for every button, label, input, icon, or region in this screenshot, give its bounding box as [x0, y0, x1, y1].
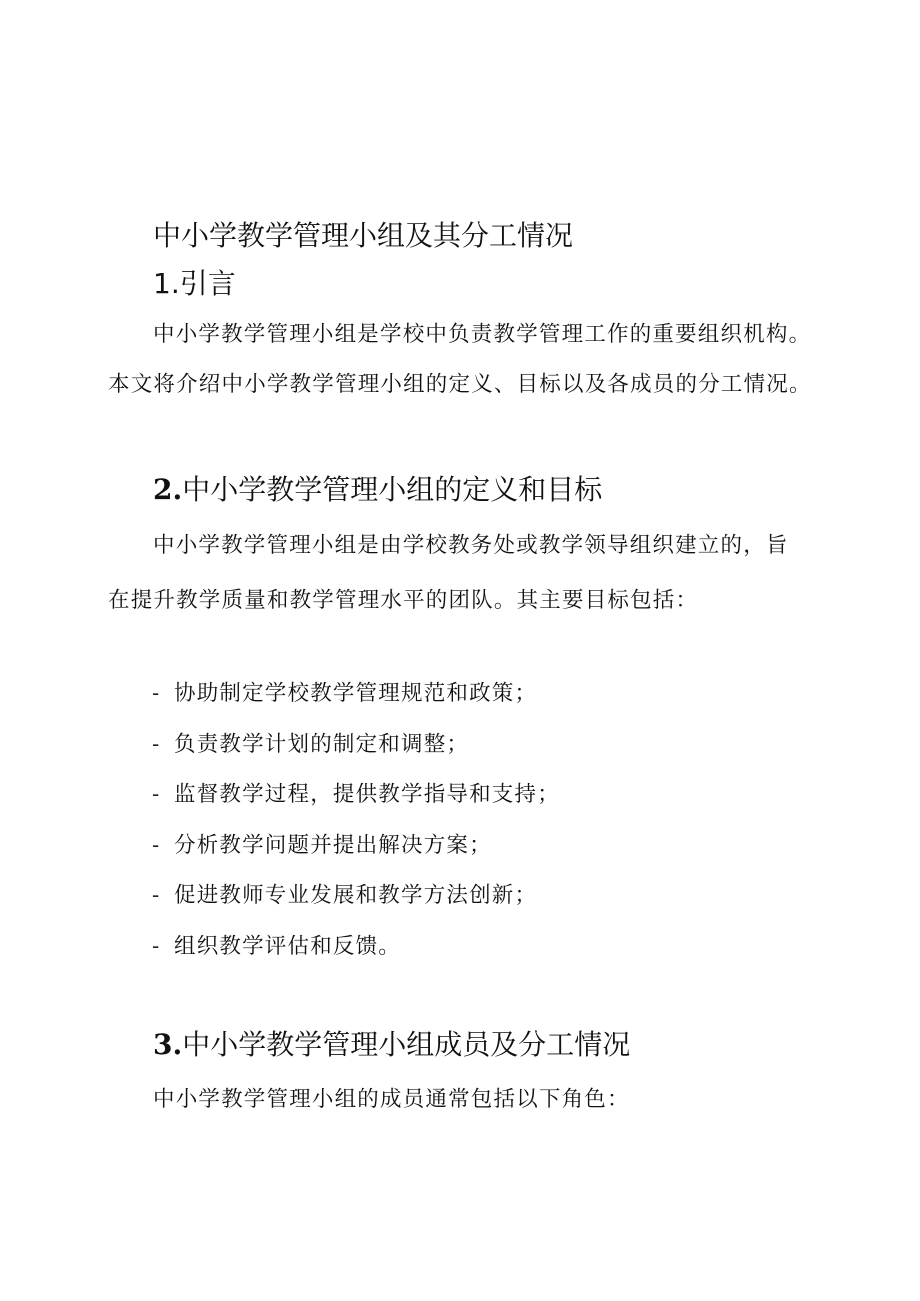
- section-1-paragraph-line-2: 本文将介绍中小学教学管理小组的定义、目标以及各成员的分工情况。: [108, 372, 812, 397]
- section-3-number: 3.: [153, 1028, 183, 1061]
- list-item-text: 促进教师专业发展和教学方法创新；: [174, 883, 538, 908]
- section-3-heading-text: 中小学教学管理小组成员及分工情况: [182, 1028, 631, 1061]
- bullet-dash: -: [152, 883, 161, 908]
- list-item: [152, 731, 560, 782]
- section-3-heading: [153, 1027, 630, 1063]
- bullet-dash: -: [152, 681, 161, 706]
- bullet-dash: -: [152, 782, 161, 807]
- list-item-text: 分析教学问题并提出解决方案；: [174, 832, 492, 858]
- section-3-paragraph: 中小学教学管理小组的成员通常包括以下角色：: [153, 1087, 630, 1112]
- bullet-dash: -: [152, 933, 161, 959]
- section-2-paragraph-line-1: 中小学教学管理小组是由学校教务处或教学领导组织建立的，旨: [153, 533, 789, 558]
- section-1-paragraph-line-1: 中小学教学管理小组是学校中负责教学管理工作的重要组织机构。: [153, 322, 812, 347]
- list-item: [152, 680, 560, 731]
- list-item: [152, 781, 560, 832]
- list-item: [152, 832, 560, 883]
- bullet-dash: -: [152, 731, 161, 757]
- bullet-dash: -: [152, 832, 161, 858]
- list-item-text: 监督教学过程，提供教学指导和支持；: [174, 782, 560, 807]
- document-title: 中小学教学管理小组及其分工情况: [153, 219, 574, 252]
- list-item: [152, 882, 560, 933]
- list-item-text: 协助制定学校教学管理规范和政策；: [174, 681, 538, 706]
- section-2-heading-text: 中小学教学管理小组的定义和目标: [182, 473, 603, 506]
- list-item: [152, 933, 560, 984]
- section-2-heading: [153, 472, 602, 508]
- list-item-text: 组织教学评估和反馈。: [174, 933, 402, 959]
- section-2-number: 2.: [153, 473, 183, 506]
- goals-list: [152, 680, 560, 983]
- list-item-text: 负责教学计划的制定和调整；: [174, 731, 470, 757]
- section-2-paragraph-line-2: 在提升教学质量和教学管理水平的团队。其主要目标包括：: [108, 588, 699, 613]
- section-1-heading: 1.引言: [153, 267, 236, 300]
